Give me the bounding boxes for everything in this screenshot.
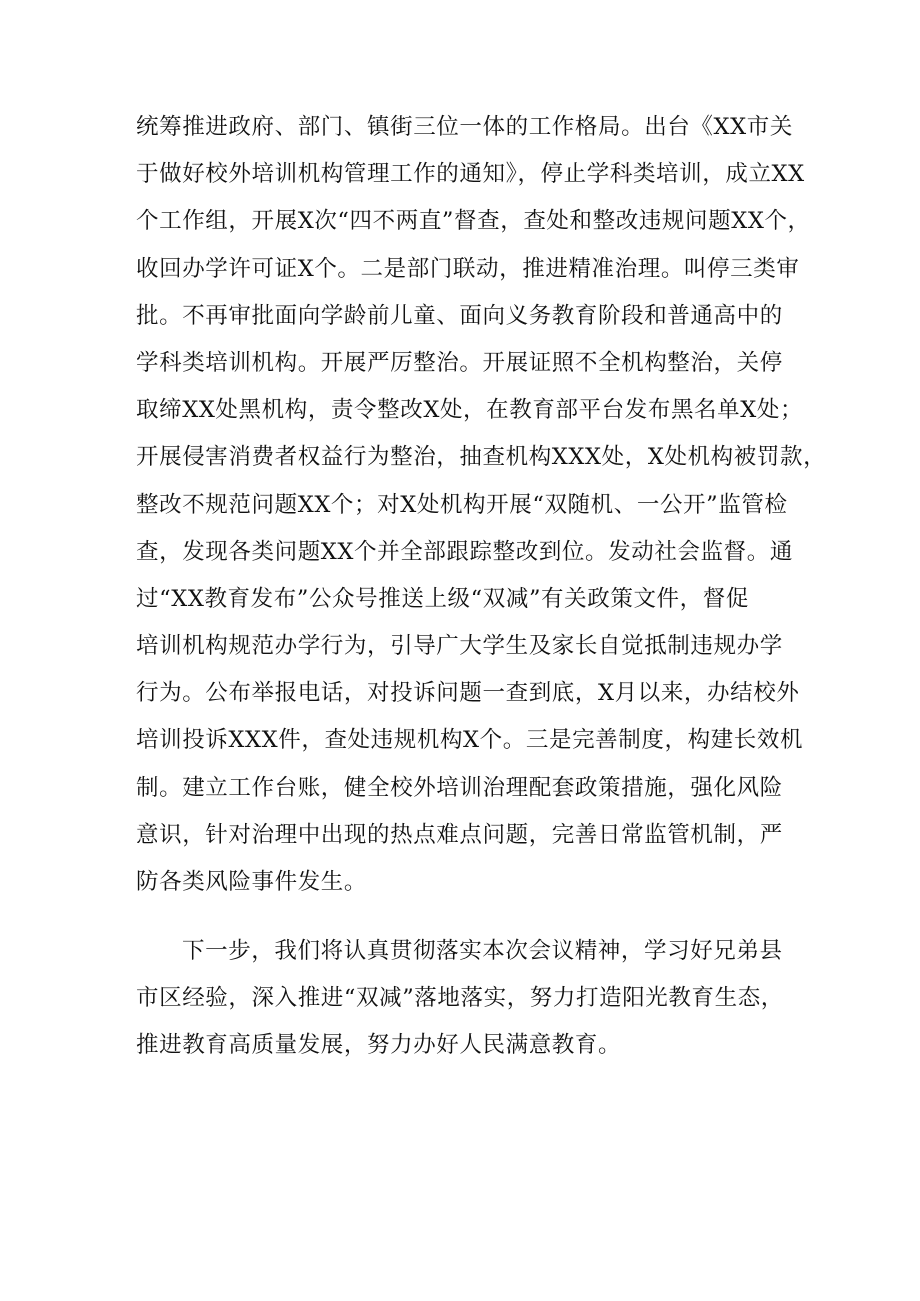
paragraph-1-line: 开展侵害消费者权益行为整治，抽查机构XXX处，X处机构被罚款， (136, 444, 827, 471)
paragraph-1-line: 整改不规范问题XX个；对X处机构开展“双随机、一公开”监管检 (136, 491, 788, 518)
paragraph-1-line: 学科类培训机构。开展严厉整治。开展证照不全机构整治，关停 (136, 349, 783, 376)
paragraph-1-line: 统筹推进政府、部门、镇街三位一体的工作格局。出台《XX市关 (136, 114, 793, 140)
paragraph-1-line: 行为。公布举报电话，对投诉问题一查到底，X月以来，办结校外 (136, 680, 800, 707)
paragraph-1 (136, 104, 827, 906)
paragraph-2-line: 推进教育高质量发展，努力办好人民满意教育。 (136, 1032, 622, 1059)
paragraph-1-line: 意识，针对治理中出现的热点难点问题，完善日常监管机制，严 (136, 821, 783, 848)
paragraph-1-line: 培训投诉XXX件，查处违规机构X个。三是完善制度，构建长效机 (136, 727, 804, 754)
paragraph-1-line: 取缔XX处黑机构，责令整改X处，在教育部平台发布黑名单X处； (136, 397, 804, 424)
paragraph-2-line: 下一步，我们将认真贯彻落实本次会议精神，学习好兄弟县 (182, 938, 783, 964)
paragraph-2-line: 市区经验，深入推进“双减”落地落实，努力打造阳光教育生态， (136, 985, 784, 1012)
paragraph-1-line: 培训机构规范办学行为，引导广大学生及家长自觉抵制违规办学 (136, 633, 783, 660)
paragraph-1-line: 收回办学许可证X个。二是部门联动，推进精准治理。叫停三类审 (136, 255, 800, 282)
paragraph-1-line: 防各类风险事件发生。 (136, 869, 368, 895)
paragraph-1-line: 于做好校外培训机构管理工作的通知》，停止学科类培训，成立XX (136, 161, 805, 188)
paragraph-1-line: 查，发现各类问题XX个并全部跟踪整改到位。发动社会监督。通 (136, 538, 793, 565)
paragraph-2 (136, 928, 796, 1070)
paragraph-1-line: 过“XX教育发布”公众号推送上级“双减”有关政策文件，督促 (136, 585, 749, 612)
paragraph-1-line: 制。建立工作台账，健全校外培训治理配套政策措施，强化风险 (136, 774, 783, 801)
paragraph-1-line: 批。不再审批面向学龄前儿童、面向义务教育阶段和普通高中的 (136, 302, 783, 329)
paragraph-1-line: 个工作组，开展X次“四不两直”督查，查处和整改违规问题XX个， (136, 208, 811, 235)
